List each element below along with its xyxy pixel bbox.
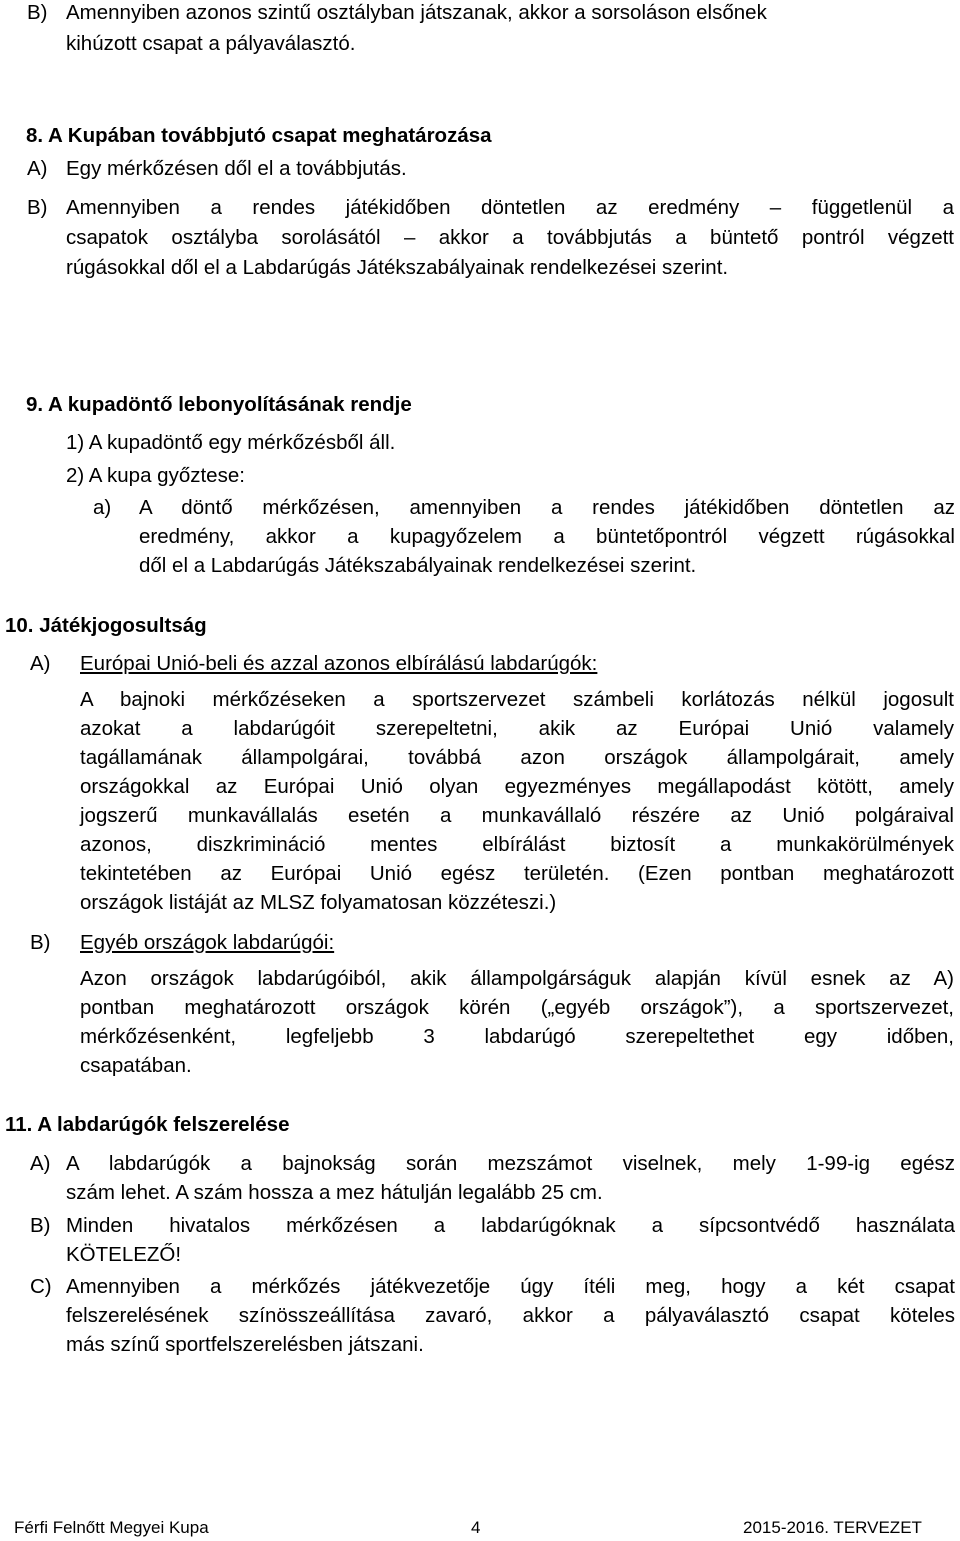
- rule8-b-marker: B): [27, 196, 48, 219]
- rule8-a-text: Egy mérkőzésen dől el a továbbjutás.: [66, 157, 407, 180]
- rule8-title: 8. A Kupában továbbjutó csapat meghatározása: [26, 124, 492, 147]
- rule9-a-line-2: eredmény, akkor a kupagyőzelem a büntetőpontról végzett rúgásokkal: [139, 525, 955, 548]
- footer-right: 2015-2016. TERVEZET: [743, 1518, 922, 1537]
- rule10-b-line-2: pontban meghatározott országok körén („egyéb országok”), a sportszervezet,: [80, 996, 954, 1019]
- rule11-a-marker: A): [30, 1152, 51, 1175]
- rule10-a-line-2: azokat a labdarúgóit szerepeltetni, akik az Európai Unió valamely: [80, 717, 954, 740]
- rule10-b-marker: B): [30, 931, 51, 954]
- rule9-item-2: 2) A kupa győztese:: [66, 464, 245, 487]
- rule10-a-line-5: jogszerű munkavállalás esetén a munkavállaló részére az Unió polgáraival: [80, 804, 954, 827]
- rule7-b-marker: B): [27, 1, 48, 24]
- rule10-b-line-1: Azon országok labdarúgóiból, akik állampolgárságuk alapján kívül esnek az A): [80, 967, 954, 990]
- rule11-a-line-1: A labdarúgók a bajnokság során mezszámot viselnek, mely 1-99-ig egész: [66, 1152, 955, 1175]
- rule8-b-line-3: rúgásokkal dől el a Labdarúgás Játékszabályainak rendelkezései szerint.: [66, 256, 729, 279]
- rule10-a-line-6: azonos, diszkrimináció mentes elbírálást biztosít a munkakörülmények: [80, 833, 954, 856]
- rule10-title: 10. Játékjogosultság: [5, 614, 207, 637]
- rule10-a-heading: Európai Unió-beli és azzal azonos elbírálású labdarúgók:: [80, 652, 598, 675]
- rule10-a-line-8: országok listáját az MLSZ folyamatosan közzéteszi.): [80, 891, 557, 914]
- rule11-c-marker: C): [30, 1275, 52, 1298]
- footer-left: Férfi Felnőtt Megyei Kupa: [14, 1518, 209, 1537]
- rule8-a-marker: A): [27, 157, 48, 180]
- rule9-a-line-3: dől el a Labdarúgás Játékszabályainak rendelkezései szerint.: [139, 554, 697, 577]
- rule9-title: 9. A kupadöntő lebonyolításának rendje: [26, 393, 412, 416]
- rule7-b-line-1: Amennyiben azonos szintű osztályban játszanak, akkor a sorsoláson elsőnek: [66, 1, 767, 24]
- rule10-b-heading: Egyéb országok labdarúgói:: [80, 931, 335, 954]
- footer-page-number: 4: [471, 1518, 481, 1537]
- rule10-a-line-7: tekintetében az Európai Unió egész területén. (Ezen pontban meghatározott: [80, 862, 954, 885]
- rule8-b-line-2: csapatok osztályba sorolásától – akkor a továbbjutás a büntető pontról végzett: [66, 226, 954, 249]
- rule10-a-line-3: tagállamának állampolgárai, továbbá azon országok állampolgárait, amely: [80, 746, 954, 769]
- rule10-a-line-1: A bajnoki mérkőzéseken a sportszervezet számbeli korlátozás nélkül jogosult: [80, 688, 954, 711]
- rule10-b-line-4: csapatában.: [80, 1054, 192, 1077]
- rule10-a-marker: A): [30, 652, 51, 675]
- rule11-c-line-3: más színű sportfelszerelésben játszani.: [66, 1333, 424, 1356]
- rule11-c-line-1: Amennyiben a mérkőzés játékvezetője úgy ítéli meg, hogy a két csapat: [66, 1275, 955, 1298]
- rule11-b-line-1: Minden hivatalos mérkőzésen a labdarúgóknak a sípcsontvédő használata: [66, 1214, 955, 1237]
- rule8-b-line-1: Amennyiben a rendes játékidőben döntetlen az eredmény – függetlenül a: [66, 196, 954, 219]
- rule10-b-line-3: mérkőzésenként, legfeljebb 3 labdarúgó szerepeltethet egy időben,: [80, 1025, 954, 1048]
- rule7-b-line-2: kihúzott csapat a pályaválasztó.: [66, 32, 356, 55]
- rule11-title: 11. A labdarúgók felszerelése: [5, 1113, 290, 1136]
- rule10-a-line-4: országokkal az Európai Unió olyan egyezményes megállapodást kötött, amely: [80, 775, 954, 798]
- rule11-b-marker: B): [30, 1214, 51, 1237]
- rule9-item-1: 1) A kupadöntő egy mérkőzésből áll.: [66, 431, 396, 454]
- rule11-b-line-2: KÖTELEZŐ!: [66, 1243, 182, 1266]
- rule9-a-line-1: A döntő mérkőzésen, amennyiben a rendes játékidőben döntetlen az: [139, 496, 955, 519]
- rule9-a-marker: a): [93, 496, 112, 519]
- rule11-a-line-2: szám lehet. A szám hossza a mez hátulján legalább 25 cm.: [66, 1181, 603, 1204]
- rule11-c-line-2: felszerelésének színösszeállítása zavaró, akkor a pályaválasztó csapat köteles: [66, 1304, 955, 1327]
